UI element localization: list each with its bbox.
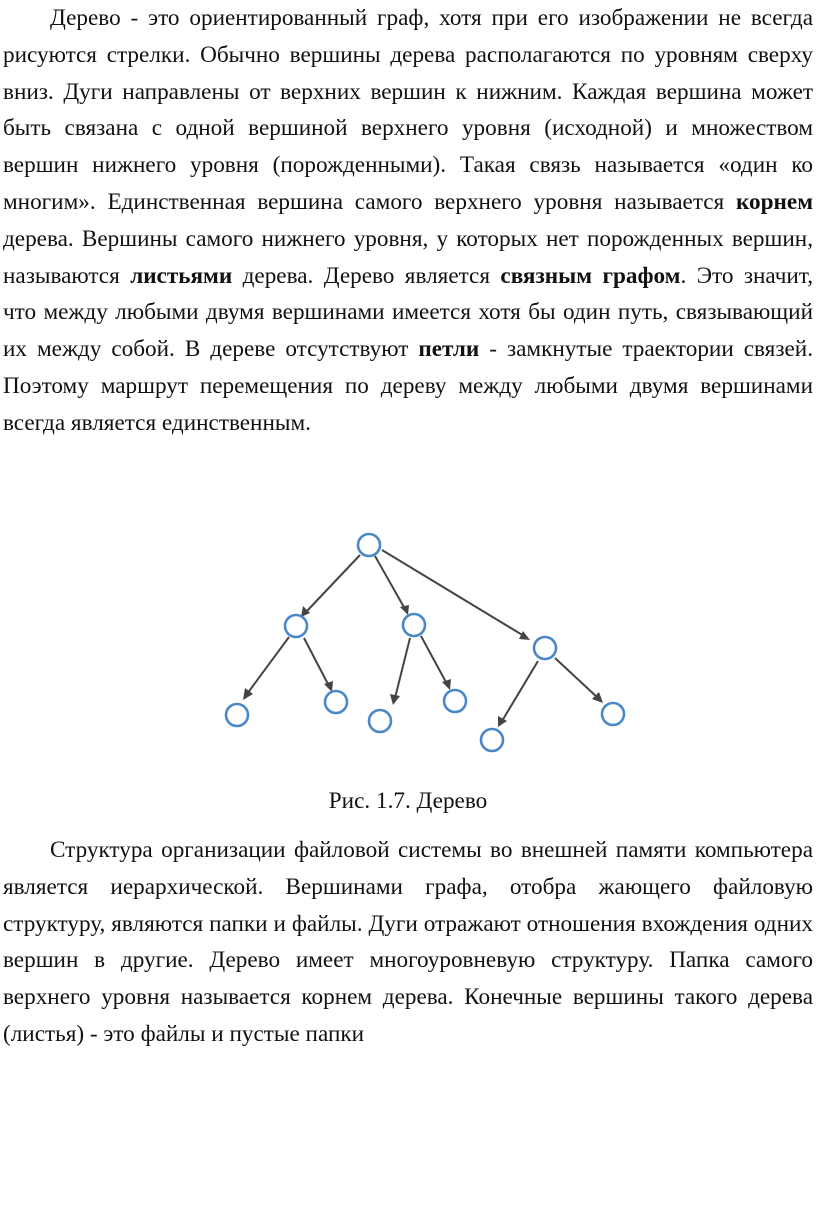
edge-b-to-b1 bbox=[395, 638, 410, 698]
arrowhead-a-to-a2 bbox=[324, 681, 333, 692]
paragraph-text: Дерево - это ориентированный граф, хотя при его изображении не всегда рисуются стрелки. Обычно вершины дерева располагаются по уровням сверху вниз. Дуги направлены от верхних вершин к нижним. Каждая вершина может быть связана с одной вершиной верхнего уровня (исходной) и множеством вершин нижнего уровня (порожденными). Такая связь называется «один ко многим». Единственная вершина самого верхнего уровня называется bbox=[3, 5, 813, 215]
tree-node-root bbox=[358, 534, 380, 556]
edge-a-to-a1 bbox=[247, 637, 289, 694]
edge-a-to-a2 bbox=[304, 638, 329, 686]
tree-node-a2 bbox=[325, 691, 347, 713]
term-connected-graph: связным графом bbox=[500, 262, 681, 289]
tree-node-a1 bbox=[226, 704, 248, 726]
paragraph-text: . Это значит, что между любыми двумя вершинами имеется хотя бы один путь, связывающий их между собой. В дереве отсутствуют bbox=[3, 262, 814, 363]
tree-node-c1 bbox=[481, 729, 503, 751]
paragraph-text: дерева. Вершины самого нижнего уровня, у которых нет порожденных вершин, называются bbox=[3, 225, 813, 289]
paragraph-text: дерева. Дерево является bbox=[232, 262, 501, 289]
edge-c-to-c2 bbox=[555, 658, 598, 698]
tree-node-c2 bbox=[602, 703, 624, 725]
arrowhead-c-to-c1 bbox=[498, 716, 507, 727]
figure-caption: Рис. 1.7. Дерево bbox=[328, 788, 488, 814]
tree-figure bbox=[212, 526, 632, 766]
edge-b-to-b2 bbox=[421, 636, 447, 684]
edge-root-to-b bbox=[375, 556, 405, 609]
arrowhead-a-to-a1 bbox=[243, 688, 253, 700]
tree-diagram bbox=[212, 526, 632, 766]
tree-node-b bbox=[403, 614, 425, 636]
tree-node-b2 bbox=[444, 690, 466, 712]
arrowhead-root-to-b bbox=[400, 605, 409, 615]
tree-node-c bbox=[534, 637, 556, 659]
tree-node-a bbox=[285, 615, 307, 637]
arrowhead-root-to-a bbox=[301, 606, 310, 617]
term-root: корнем bbox=[736, 188, 813, 215]
paragraph-tree-definition bbox=[3, 0, 813, 442]
paragraph-file-system: Структура организации файловой системы во внешней памяти компьютера является иерархической. Вершинами графа, отобра жающего файловую структуру, являются папки и файлы. Дуги отражают отношения вхождения одних вершин в другие. Дерево имеет многоуровневую структуру. Папка самого верхнего уровня называется корнем дерева. Конечные вершины такого дерева (листья) - это файлы и пустые папки bbox=[3, 837, 813, 1047]
arrowhead-b-to-b2 bbox=[442, 679, 451, 690]
tree-node-b1 bbox=[369, 710, 391, 732]
term-leaves: листьями bbox=[130, 262, 233, 289]
arrowhead-root-to-c bbox=[519, 631, 530, 640]
edge-root-to-a bbox=[306, 555, 360, 612]
term-loops: петли bbox=[418, 336, 480, 363]
arrowhead-b-to-b1 bbox=[390, 694, 400, 705]
edge-c-to-c1 bbox=[502, 661, 538, 721]
paragraph-text: - замкнутые траектории связей. Поэтому маршрут перемещения по дереву между любыми двумя вершинами всегда является единственным. bbox=[3, 336, 813, 436]
